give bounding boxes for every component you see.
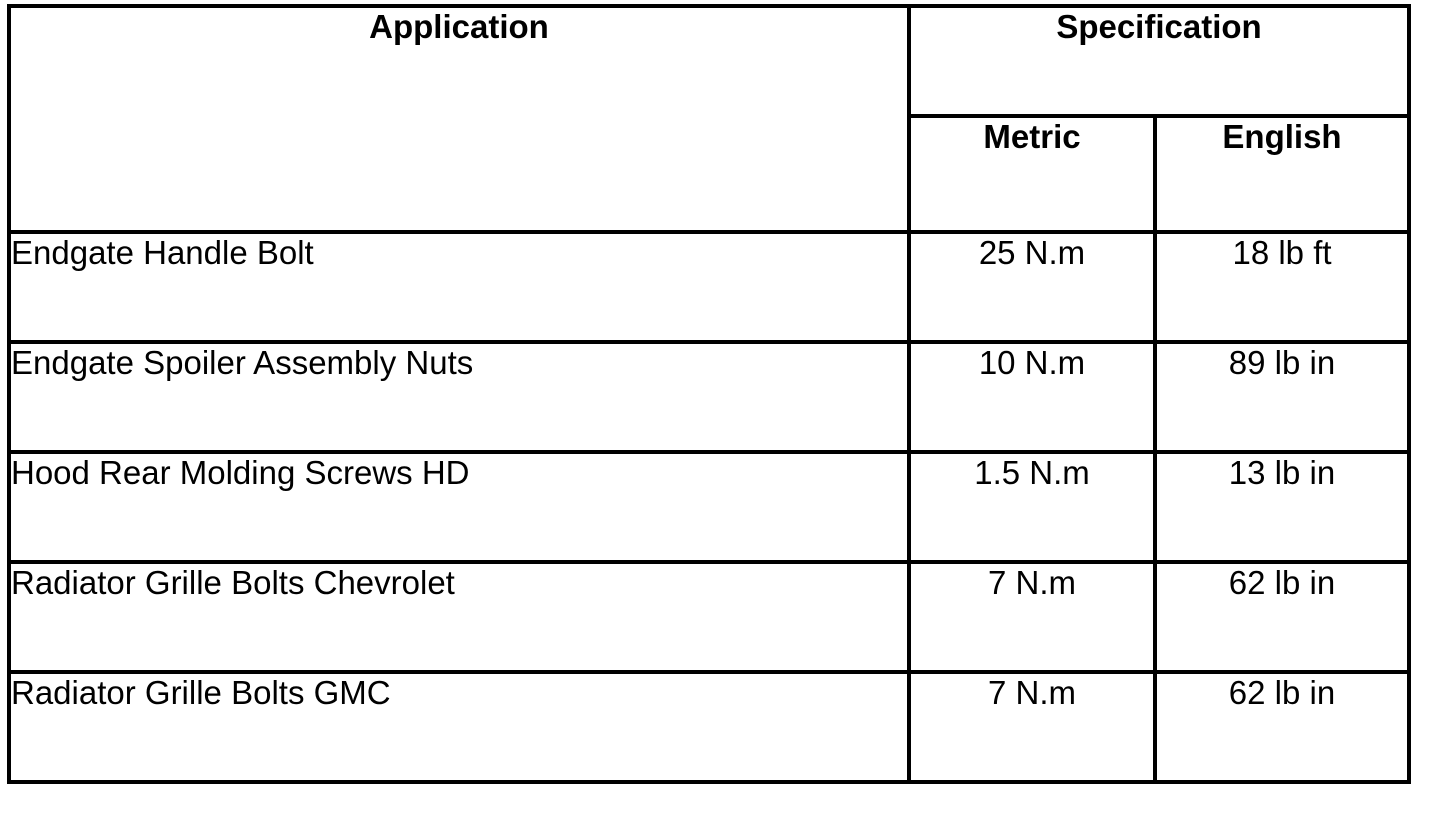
metric-header: Metric: [909, 116, 1155, 232]
table-row: [9, 452, 1409, 562]
fastener-torque-table: [7, 4, 1411, 784]
application-cell: Radiator Grille Bolts GMC: [9, 672, 909, 782]
application-cell: Hood Rear Molding Screws HD: [9, 452, 909, 562]
application-cell: Endgate Handle Bolt: [9, 232, 909, 342]
metric-cell: 7 N.m: [909, 562, 1155, 672]
table-row: [9, 672, 1409, 782]
metric-cell: 1.5 N.m: [909, 452, 1155, 562]
application-cell: Endgate Spoiler Assembly Nuts: [9, 342, 909, 452]
metric-cell: 10 N.m: [909, 342, 1155, 452]
english-cell: 89 lb in: [1155, 342, 1409, 452]
application-cell: Radiator Grille Bolts Chevrolet: [9, 562, 909, 672]
english-cell: 18 lb ft: [1155, 232, 1409, 342]
english-cell: 62 lb in: [1155, 672, 1409, 782]
english-cell: 62 lb in: [1155, 562, 1409, 672]
table-row: [9, 232, 1409, 342]
table-row: [9, 342, 1409, 452]
header-row-top: [9, 6, 1409, 116]
metric-cell: 7 N.m: [909, 672, 1155, 782]
english-cell: 13 lb in: [1155, 452, 1409, 562]
metric-cell: 25 N.m: [909, 232, 1155, 342]
application-header: Application: [9, 6, 909, 232]
table-row: [9, 562, 1409, 672]
specification-header: Specification: [909, 6, 1409, 116]
english-header: English: [1155, 116, 1409, 232]
